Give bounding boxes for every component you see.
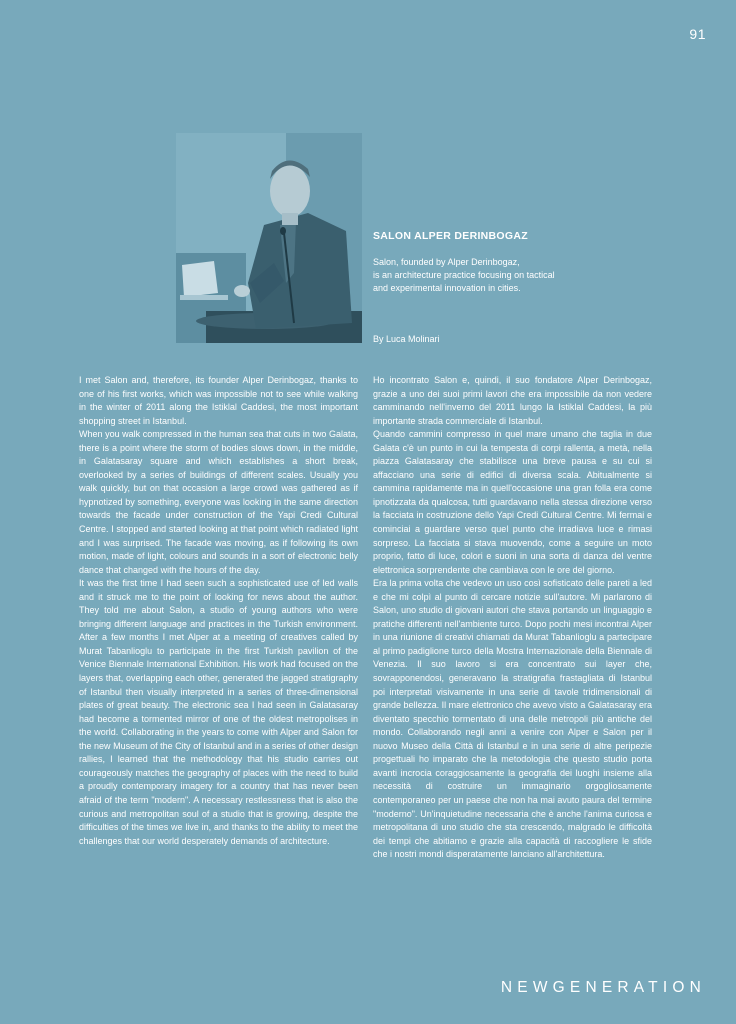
article-title: SALON ALPER DERINBOGAZ — [373, 230, 528, 242]
italian-paragraph: Quando cammini compresso in quel mare umano che taglia in due Galata c'è un punto in cui la tempesta di corpi rallenta, a metà, nella piazza Galatasaray che stabilisce una breve pausa e su cui si affacciano una serie di edifici di diversa scala. Abitualmente si cammina rapidamente ma in quell'occasione una gran folla era come ipnotizzata da qualcosa, tutti guardavano nella stessa direzione verso la facciata in costruzione dello Yapi Credi Cultural Centre. Mi fermai e cominciai a guardare verso quel punto che irradiava luce e rimasi sorpreso. La facciata si stava muovendo, come a seguire un moto proprio, fatto di luce, colori e suoni in una sorta di danza del ventre elettronica sorprendente che cambiava con le ore del giorno. — [373, 429, 652, 575]
english-paragraph: When you walk compressed in the human sea that cuts in two Galata, there is a point where the storm of bodies slows down, in the middle, in Galatasaray square and which establishes a short break, overlooked by a series of buildings of different scales. Usually you walk quickly, but on that occasion a large crowd was gathered as if hypnotized by something, everyone was looking in the same direction towards the facade under construction of the Yapi Credi Cultural Centre. I stopped and started looking at that point which radiated light and I was surprised. The facade was moving, as if following its own motion, made of light, colours and sounds in a sort of electronic belly dance that changed with the hours of the day. — [79, 429, 358, 575]
english-text-column — [79, 374, 358, 848]
article-subtitle — [373, 256, 673, 295]
portrait-photo — [176, 133, 362, 343]
brand-wordmark: NEWGENERATION — [500, 979, 706, 996]
english-paragraph: It was the first time I had seen such a sophisticated use of led walls and it struck me to the point of looking for news about the author. They told me about Salon, a studio of young authors who were bringing different language and practices in the Turkish environment. After a few months I met Alper at a meeting of creatives called by Murat Tabanlioglu to participate in the first Turkish pavilion of the Venice Biennale International Exhibition. His work had focused on the layers that, overlapping each other, generated the jagged stratigraphy of Istanbul then visually interpreted in a series of three-dimensional plates of great beauty. The electronic sea I had seen in Galatasaray had become a tormented mirror of one of the oldest metropolises in the world. Collaborating in the years to come with Alper and Salon for the new Museum of the City of Istanbul and in a series of other design rallies, I learned that the methodology that his studio carries out courageously matches the geography of places with the need to build a proudly contemporary imagery for a country that has never been afraid of the term "modern". A necessary restlessness that is also the curious and metropolitan soul of a studio that is growing, despite the difficulties of the times we live in, and thanks to the ability to meet the challenges that our world desperately demands of architecture. — [79, 578, 358, 846]
subtitle-line: and experimental innovation in cities. — [373, 283, 521, 293]
italian-paragraph: Ho incontrato Salon e, quindi, il suo fondatore Alper Derinbogaz, grazie a uno dei suoi primi lavori che era impossibile da non vedere camminando nell'inverno del 2011 lungo la Istiklal Caddesi, la più importante strada commerciale di Istanbul. — [373, 375, 652, 426]
italian-text-column — [373, 374, 652, 862]
english-paragraph: I met Salon and, therefore, its founder Alper Derinbogaz, thanks to one of his first works, which was impossible not to see while walking in the winter of 2011 along the Istiklal Caddesi, the most important shopping street in Istanbul. — [79, 375, 358, 426]
byline: By Luca Molinari — [373, 334, 440, 344]
italian-paragraph: Era la prima volta che vedevo un uso così sofisticato delle pareti a led e che mi colpì al punto di cercare notizie sull'autore. Mi parlarono di Salon, uno studio di giovani autori che stava portando un linguaggio e pratiche differenti nell'ambiente turco. Dopo pochi mesi incontrai Alper in una riunione di creativi chiamati da Murat Tabanlioglu a partecipare al primo padiglione turco della Mostra Internazionale della Biennale di Venezia. Il suo lavoro si era concentrato sui layer che, sovrapponendosi, generavano la stratigrafia frastagliata di Istanbul poi interpretati visivamente in una serie di tavole tridimensionali di grande bellezza. Il mare elettronico che avevo visto a Galatasaray era diventato specchio tormentato di una delle metropoli più antiche del mondo. Collaborando negli anni a venire con Alper e Salon per il nuovo Museo della Città di Istanbul e in una serie di altre peripezie progettuali ho imparato che la metodologia che questo studio porta avanti incrocia coraggiosamente la geografia dei luoghi insieme alla necessità di costruire un immaginario orgogliosamente contemporaneo per un paese che non ha mai avuto paura del termine "moderno". Un'inquietudine necessaria che è anche l'anima curiosa e metropolitana di uno studio che sta crescendo, malgrado le difficoltà dei tempi che abitiamo e grazie alla capacità di raccogliere le sfide che i nostri mondi disperatamente lanciano all'architettura. — [373, 578, 652, 860]
subtitle-line: is an architecture practice focusing on tactical — [373, 270, 555, 280]
article-header — [373, 230, 673, 295]
subtitle-line: Salon, founded by Alper Derinbogaz, — [373, 257, 520, 267]
page-number: 91 — [689, 26, 706, 42]
